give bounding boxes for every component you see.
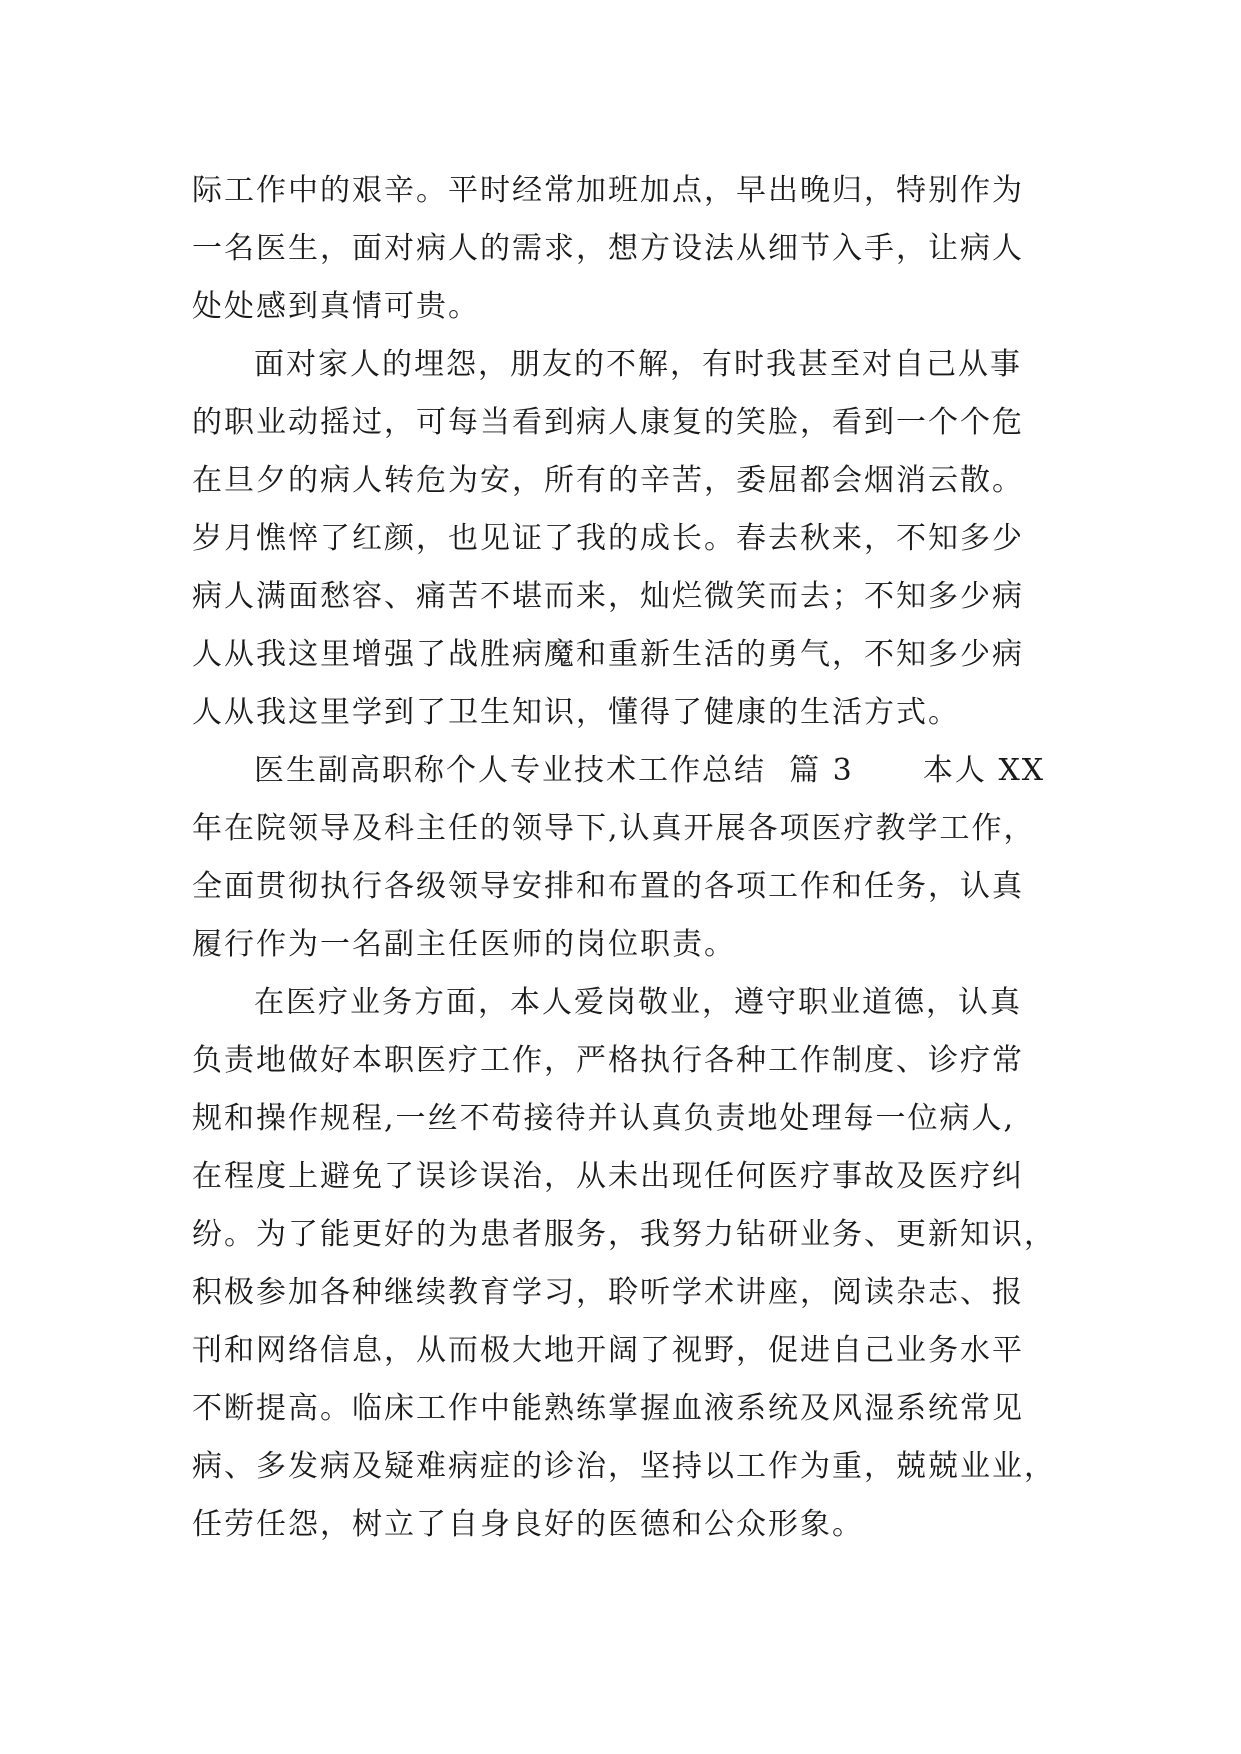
text-line: 规和操作规程,一丝不苟接待并认真负责地处理每一位病人, [192, 1101, 1016, 1136]
paragraph-1 [192, 162, 1072, 336]
text-line: 任劳任怨，树立了自身良好的医德和公众形象。 [192, 1507, 864, 1542]
text-line: 负责地做好本职医疗工作，严格执行各种工作制度、诊疗常 [192, 1043, 1024, 1078]
text-line: 人从我这里学到了卫生知识，懂得了健康的生活方式。 [192, 695, 960, 730]
text-line: 在医疗业务方面，本人爱岗敬业，遵守职业道德，认真 [254, 985, 1022, 1020]
paragraph-2 [192, 336, 1072, 742]
text-line: 面对家人的埋怨，朋友的不解，有时我甚至对自己从事 [254, 347, 1022, 382]
text-line: 年在院领导及科主任的领导下,认真开展各项医疗教学工作， [192, 811, 1036, 846]
text-line: 全面贯彻执行各级领导安排和布置的各项工作和任务，认真 [192, 869, 1024, 904]
text-line: 人从我这里增强了战胜病魔和重新生活的勇气，不知多少病 [192, 637, 1024, 672]
text-line: 积极参加各种继续教育学习，聆听学术讲座，阅读杂志、报 [192, 1275, 1024, 1310]
text-line: 际工作中的艰辛。平时经常加班加点，早出晚归，特别作为 [192, 173, 1024, 208]
paragraph-4 [192, 974, 1072, 1554]
text-line: 的职业动摇过，可每当看到病人康复的笑脸，看到一个个危 [192, 405, 1024, 440]
text-line: 不断提高。临床工作中能熟练掌握血液系统及风湿系统常见 [192, 1391, 1024, 1426]
text-line: 岁月憔悴了红颜，也见证了我的成长。春去秋来，不知多少 [192, 521, 1024, 556]
paragraph-3 [192, 742, 1072, 974]
text-line: 在程度上避免了误诊误治，从未出现任何医疗事故及医疗纠 [192, 1159, 1024, 1194]
text-line: 在旦夕的病人转危为安，所有的辛苦，委屈都会烟消云散。 [192, 463, 1024, 498]
text-line: 病人满面愁容、痛苦不堪而来，灿烂微笑而去；不知多少病 [192, 579, 1024, 614]
text-line: 病、多发病及疑难病症的诊治，坚持以工作为重，兢兢业业， [192, 1449, 1056, 1484]
text-line: 履行作为一名副主任医师的岗位职责。 [192, 927, 736, 962]
document-body [192, 162, 1072, 1554]
section-heading-line: 医生副高职称个人专业技术工作总结 篇 3 本人 XX [254, 753, 1046, 788]
text-line: 一名医生，面对病人的需求，想方设法从细节入手，让病人 [192, 231, 1024, 266]
text-line: 处处感到真情可贵。 [192, 289, 480, 324]
text-line: 纷。为了能更好的为患者服务，我努力钻研业务、更新知识， [192, 1217, 1056, 1252]
text-line: 刊和网络信息，从而极大地开阔了视野，促进自己业务水平 [192, 1333, 1024, 1368]
